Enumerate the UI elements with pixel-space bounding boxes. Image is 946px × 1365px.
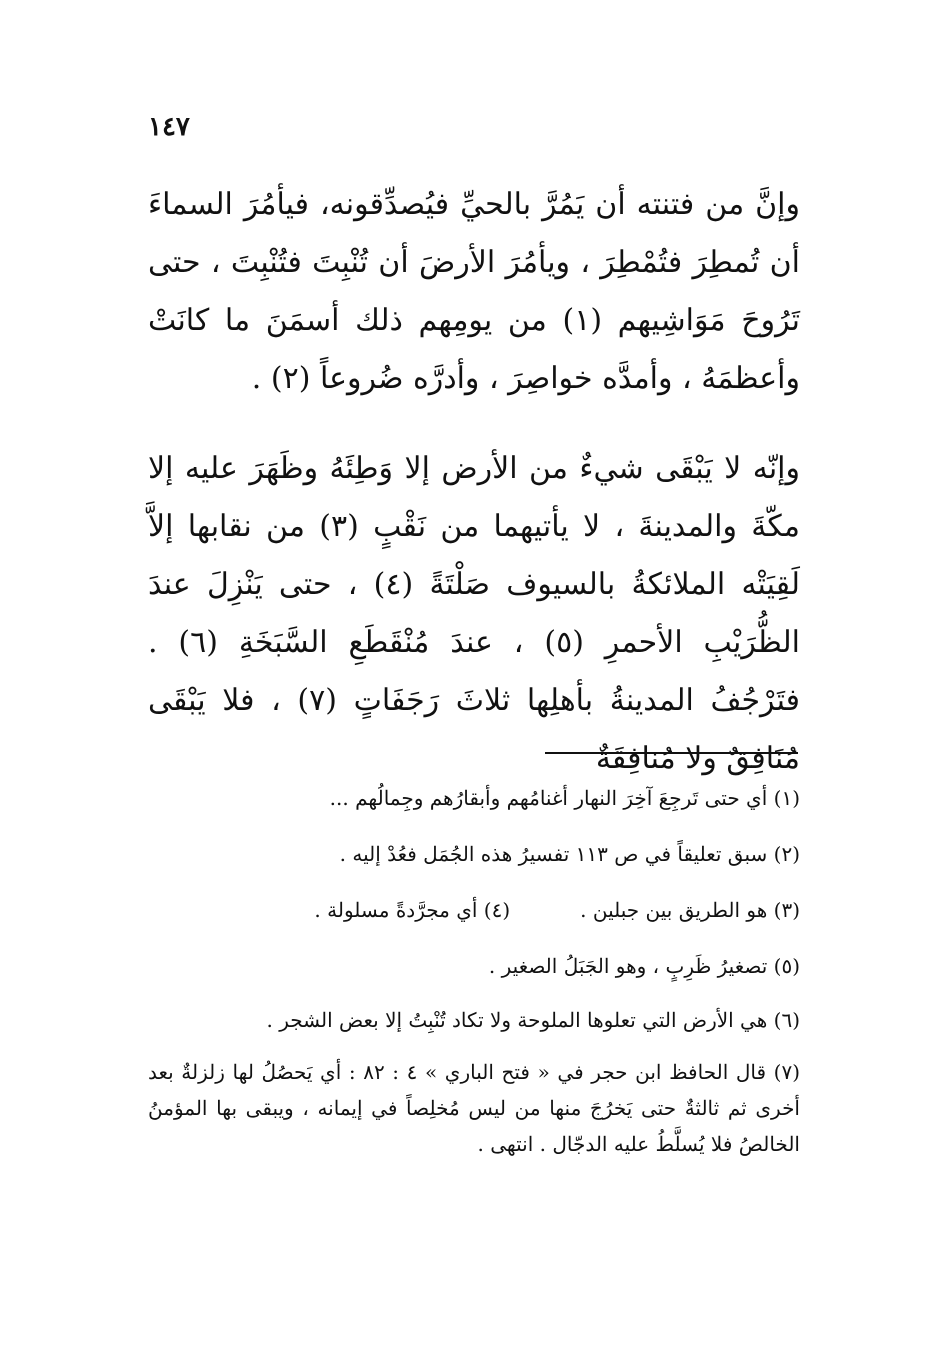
footnote-4: (٤) أي مجرَّدةً مسلولة . bbox=[314, 898, 511, 922]
body-paragraph-2: وإنّه لا يَبْقَى شيءٌ من الأرض إلا وَطِئَهُ وظَهَرَ عليه إلا مكّةَ والمدينةَ ، لا يأتيهما من نَقْبٍ (٣) من نقابها إلاَّ لَقِيَتْه الملائكةُ بالسيوف صَلْتَةً (٤) ، حتى يَنْزِلَ عندَ الظُّرَيْبِ الأحمرِ (٥) ، عندَ مُنْقَطَعِ السَّبَخَةِ (٦) . فتَرْجُفُ المدينةُ بأهلِها ثلاثَ رَجَفَاتٍ (٧) ، فلا يَبْقَى مُنَافِقٌ ولا مُنافِقَةٌ bbox=[148, 451, 801, 776]
footnote-1: (١) أي حتى تَرجِعَ آخِرَ النهار أغنامُهم وأبقارُهم وجِمالُهم ... bbox=[329, 786, 800, 810]
footnote-5: (٥) تصغيرُ ظَرِبٍ ، وهو الجَبَلُ الصغير . bbox=[488, 954, 800, 978]
footnote-6: (٦) هي الأرض التي تعلوها الملوحة ولا تكاد تُنْبِتُ إلا بعض الشجر . bbox=[266, 1008, 800, 1032]
body-paragraph-1: وإنَّ من فتنته أن يَمُرَّ بالحيِّ فيُصدِّقونه، فيأمُرَ السماءَ أن تُمطِرَ فتُمْطِرَ ، ويأمُرَ الأرضَ أن تُنْبِتَ فتُنْبِتَ ، حتى تَرُوحَ مَوَاشِيهم (١) من يومِهم ذلك أسمَنَ ما كانَتْ وأعظمَهُ ، وأمدَّه خواصِرَ ، وأدرَّه ضُروعاً (٢) . bbox=[148, 187, 800, 396]
footnote-divider bbox=[545, 752, 798, 754]
footnote-7: (٧) قال الحافظ ابن حجر في « فتح الباري » ٤ : ٨٢ : أي يَحصُلُ لها زلزلةٌ بعد أخرى ثم ثالثةٌ حتى يَخرُجَ منها من ليس مُخلِصاً في إيمانه ، ويبقى بها المؤمنُ الخالصُ فلا يُسلَّطُ عليه الدجّال . انتهى . bbox=[148, 1060, 801, 1156]
footnotes-section bbox=[148, 778, 800, 1178]
footnote-row-3-4 bbox=[148, 890, 800, 930]
page-number: ١٤٧ bbox=[148, 112, 190, 142]
footnote-3: (٣) هو الطريق بين جبلين . bbox=[580, 898, 800, 922]
footnote-2: (٢) سبق تعليقاً في ص ١١٣ تفسيرُ هذه الجُمَل فعُدْ إليه . bbox=[339, 842, 800, 866]
